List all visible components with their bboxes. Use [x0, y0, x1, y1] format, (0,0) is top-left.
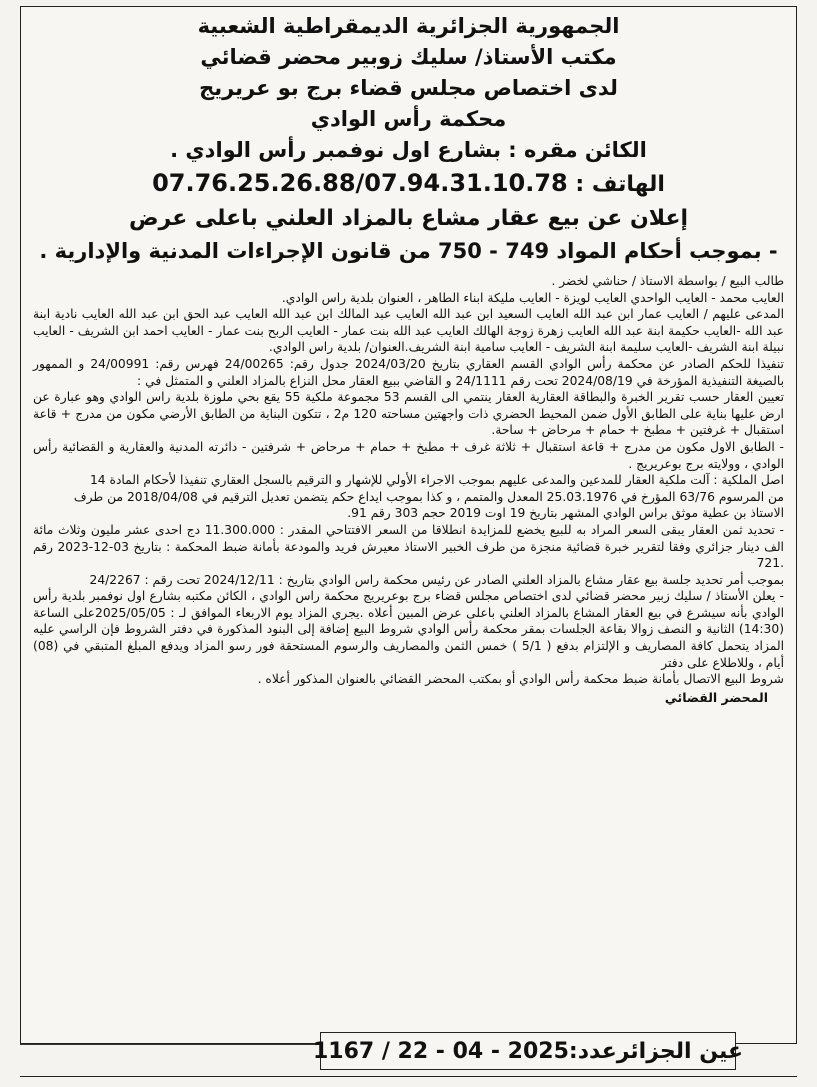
- office-address: الكائن مقره : بشارع اول نوفمبر رأس الوادي .: [170, 138, 647, 162]
- jurisdiction: لدى اختصاص مجلس قضاء برج بو عريريج: [199, 76, 618, 100]
- body-paragraph: شروط البيع الاتصال بأمانة ضبط محكمة رأس الوادي أو بمكتب المحضر القضائي بالعنوان المذكور أعلاه .: [257, 672, 784, 687]
- body-paragraph: اصل الملكية : آلت ملكية العقار للمدعين والمدعى عليهم بموجب الاجراء الأولي للإشهار و الترقيم بالسجل العقاري تنفيذا لأحكام المادة 14: [89, 473, 784, 488]
- court-name: محكمة رأس الوادي: [310, 107, 507, 131]
- body-paragraph: المدعى عليهم / العايب عمار ابن عبد الله العايب السعيد ابن عبد الله العايب عبد المالك ابن عبد الله العايب عبد الحق ابن عبد الله العايب نادية ابنة عبد الله -العايب حكيمة ابنة عبد الله العايب زهرة زوجة الهالك العايب عبد الله بنت عمار - العايب الربح بنت عمار - العايب احمد ابن الشريف - العايب نبيلة ابنة الشريف -العايب سليمة ابنة الشريف - العايب سامية ابنة الشريف.العنوان/ بلدية راس الوادي.: [33, 307, 784, 355]
- announcement-frame: [20, 6, 797, 1044]
- republic-title: الجمهورية الجزائرية الديمقراطية الشعبية: [197, 14, 620, 38]
- issue-number: 1167 / 22 - 04 - 2025: [312, 1038, 569, 1064]
- body-paragraph: العايب محمد - العايب الواحدي العايب لويزة - العايب مليكة ابناء الطاهر ، العنوان بلدية راس الوادي.: [281, 290, 784, 305]
- issue-box: [312, 1032, 744, 1070]
- office-name: مكتب الأستاذ/ سليك زوبير محضر قضائي: [200, 45, 617, 69]
- body-paragraph: من المرسوم 63/76 المؤرخ في 25.03.1976 المعدل والمتمم ، و كذا بموجب ايداع حكم يتضمن تعديل الترقيم في 2018/04/08 من طرف: [73, 489, 784, 504]
- announcement-header: [21, 7, 796, 267]
- divider-line: [20, 1044, 320, 1045]
- phone-label: الهاتف :: [575, 172, 665, 197]
- body-paragraph: الاستاذ بن عطية موثق براس الوادي المشهر بتاريخ 19 اوت 2019 حجم 303 رقم 91.: [347, 506, 784, 521]
- signature: المحضر القضائي: [664, 689, 768, 705]
- body-paragraph: بموجب أمر تحديد جلسة بيع عقار مشاع بالمزاد العلني الصادر عن رئيس محكمة راس الوادي بتاريخ : 2024/12/11 تحت رقم : 24/2267: [89, 572, 784, 587]
- phone-line: [21, 166, 796, 202]
- body-paragraph: طالب البيع / بواسطة الاستاذ / حناشي لخضر .: [551, 274, 784, 288]
- next-article-edge: [20, 1076, 797, 1087]
- body-paragraph: تعيين العقار حسب تقرير الخبرة والبطاقة العقارية العقار ينتمي الى القسم 53 مجموعة ملكية 55 يقع بحي ملوزة بلدية راس الوادي وهو عبارة عن ارض عليها بناية على الطابق الأول ضمن المحيط الحضري ذات واجهتين مساحته 120 م2 ، تتكون البناية من الطابق الأرضي مكون من مدرج + قاعة استقبال + غرفتين + مطبخ + حمام + مرحاض + ساحة.: [33, 390, 784, 438]
- announcement-title: إعلان عن بيع عقار مشاع بالمزاد العلني باعلى عرض: [128, 206, 689, 231]
- body-paragraph: - يعلن الأستاذ / سليك زبير محضر قضائي لدى اختصاص مجلس قضاء برج بوعريريج محكمة راس الوادي ، الكائن مكتبه بشارع اول نوفمبر بلدية رأس الوادي بأنه سيشرع في بيع العقار المشاع بالمزاد العلني باعلى عرض المبين أعلاه .يجري المزاد يوم الاربعاء الموافق لـ : 2025/05/05على الساعة (14:30) الثانية و النصف زوالا بقاعة الجلسات بمقر محكمة رأس الوادي شروط البيع إضافة إلى البنود المذكورة في دفتر الشروط فإن الراسي عليه المزاد يتحمل كافة المصاريف و الإلتزام بدفع ( 5/1 ) خمس الثمن والمصاريف والرسوم المستحقة فور رسو المزاد ويدفع المبلغ المتبقي في (08) أيام ، وللاطلاع على دفتر: [33, 589, 785, 670]
- body-paragraph: تنفيذا للحكم الصادر عن محكمة رأس الوادي القسم العقاري بتاريخ 2024/03/20 جدول رقم: 24/00265 فهرس رقم: 24/00991 و الممهور بالصيغة التنفيذية المؤرخة في 2024/08/19 تحت رقم 24/1111 و القاضي ببيع العقار محل النزاع بالمزاد العلني و المتمثل في :: [33, 356, 784, 388]
- body-paragraph: - تحديد ثمن العقار يبقى السعر المراد به للبيع يخضع للمزايدة انطلاقا من السعر الافتتاحي المقدر : 11.300.000 دج احدى عشر مليون وثلاث مائة الف دينار جزائري وفقا لتقرير خبرة قضائية منجزة من طرف الخبير الاستاذ معيرش فريد والمودعة بأمانة ضبط المحكمة : بتاريخ 03-12-2023 رقم .721: [33, 522, 784, 571]
- announcement-subtitle: - بموجب أحكام المواد 749 - 750 من قانون الإجراءات المدنية والإدارية .: [39, 239, 778, 263]
- announcement-body: [21, 267, 796, 706]
- issue-label: عين الجزائرعدد:: [568, 1038, 744, 1064]
- body-paragraph: - الطابق الاول مكون من مدرج + قاعة استقبال + ثلاثة غرف + مطبخ + حمام + مرحاض + شرفتين - دائرته المدنية والعقارية و القضائية رأس الوادي ، وولايته برج بوعريريج .: [33, 439, 784, 471]
- phone-numbers: 07.76.25.26.88/07.94.31.10.78: [152, 169, 568, 197]
